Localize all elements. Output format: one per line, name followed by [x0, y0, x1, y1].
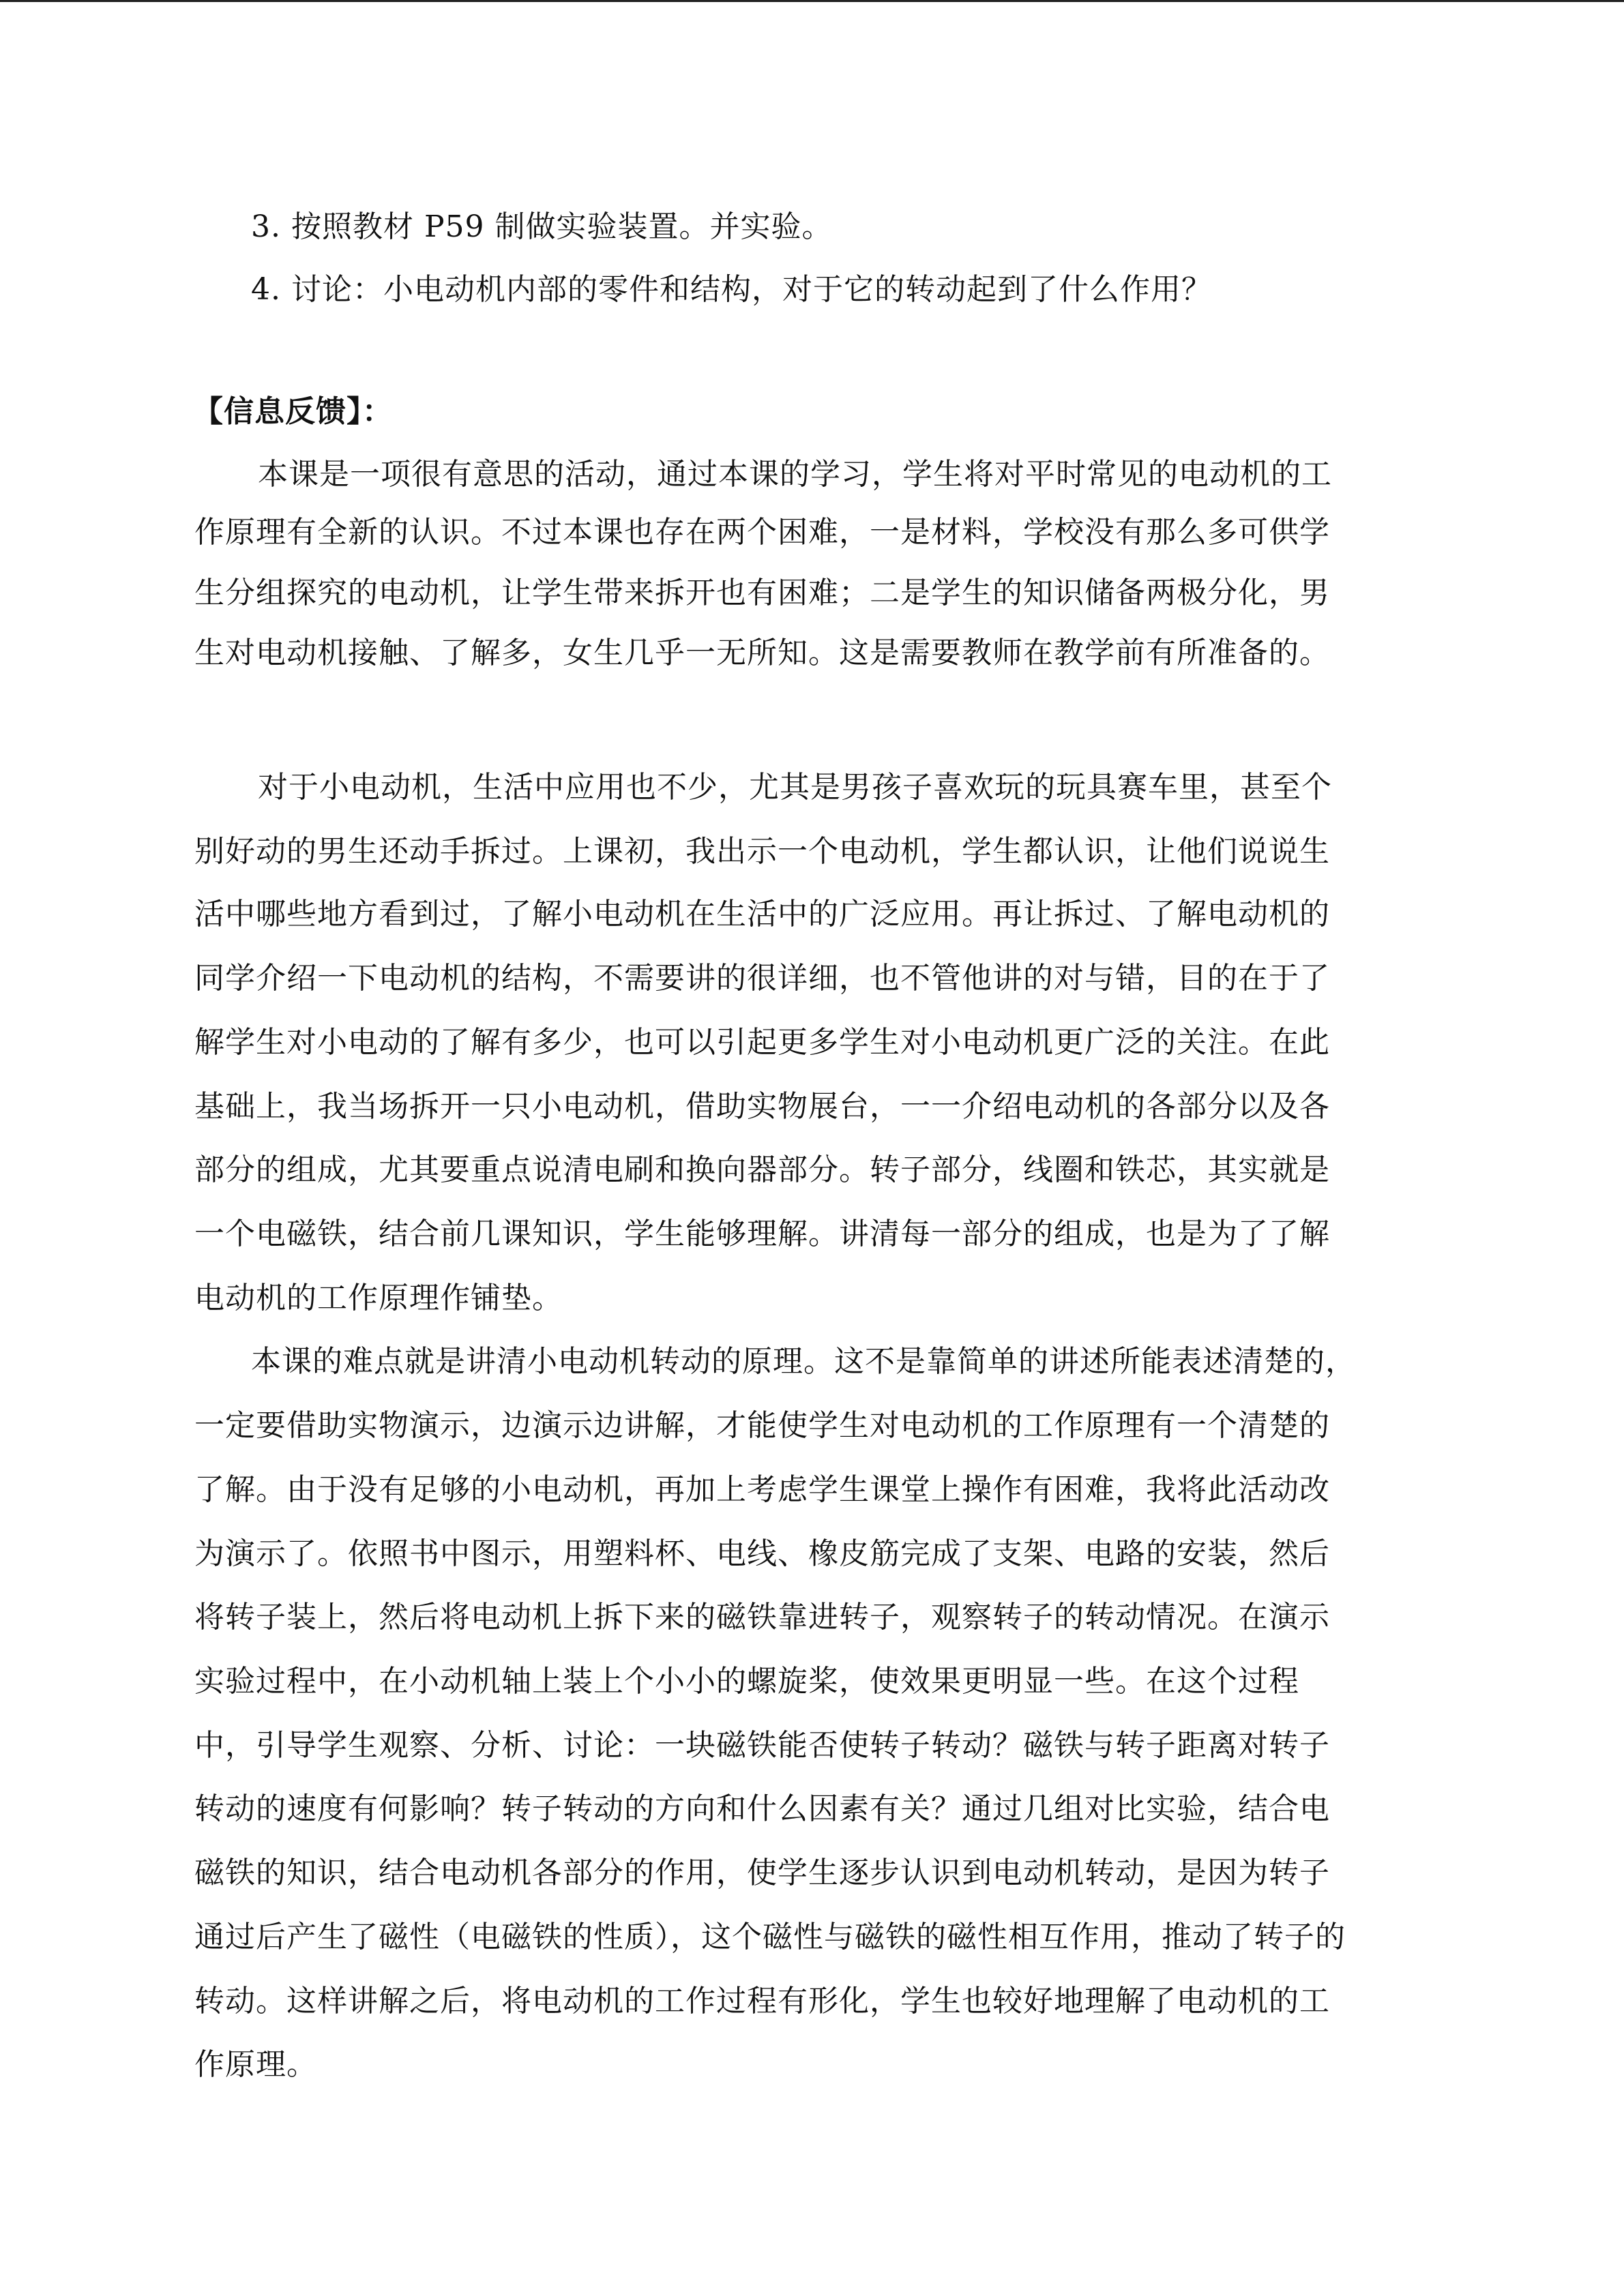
paragraph2-line: 部分的组成，尤其要重点说清电刷和换向器部分。转子部分，线圈和铁芯，其实就是: [194, 1152, 1330, 1187]
paragraph3-line: 为演示了。依照书中图示，用塑料杯、电线、橡皮筋完成了支架、电路的安装，然后: [194, 1536, 1330, 1571]
paragraph2-line: 一个电磁铁，结合前几课知识，学生能够理解。讲清每一部分的组成，也是为了了解: [194, 1217, 1330, 1251]
paragraph2-line: 电动机的工作原理作铺垫。: [194, 1281, 563, 1315]
paragraph3-line: 一定要借助实物演示，边演示边讲解，才能使学生对电动机的工作原理有一个清楚的: [194, 1408, 1330, 1443]
paragraph1-line: 作原理有全新的认识。不过本课也存在两个困难，一是材料，学校没有那么多可供学: [194, 515, 1330, 550]
paragraph3-line: 转动的速度有何影响？转子转动的方向和什么因素有关？通过几组对比实验，结合电: [194, 1791, 1330, 1826]
paragraph2-line: 同学介绍一下电动机的结构，不需要讲的很详细，也不管他讲的对与错，目的在于了: [194, 961, 1330, 996]
paragraph1-line: 生对电动机接触、了解多，女生几乎一无所知。这是需要教师在教学前有所准备的。: [194, 636, 1330, 670]
step-3: 3. 按照教材 P59 制做实验装置。并实验。: [251, 209, 833, 244]
paragraph3-line: 将转子装上，然后将电动机上拆下来的磁铁靠进转子，观察转子的转动情况。在演示: [194, 1600, 1330, 1635]
paragraph2-line: 解学生对小电动的了解有多少，也可以引起更多学生对小电动机更广泛的关注。在此: [194, 1025, 1330, 1060]
paragraph3-line: 磁铁的知识，结合电动机各部分的作用，使学生逐步认识到电动机转动，是因为转子: [194, 1855, 1330, 1890]
paragraph3-line: 实验过程中，在小动机轴上装上个小小的螺旋桨，使效果更明显一些。在这个过程: [194, 1664, 1299, 1699]
paragraph2-line: 基础上，我当场拆开一只小电动机，借助实物展台，一一介绍电动机的各部分以及各: [194, 1089, 1330, 1124]
paragraph1-line: 本课是一项很有意思的活动，通过本课的学习，学生将对平时常见的电动机的工: [258, 457, 1332, 492]
paragraph3-line: 本课的难点就是讲清小电动机转动的原理。这不是靠简单的讲述所能表述清楚的，: [251, 1344, 1356, 1379]
paragraph2-line: 对于小电动机，生活中应用也不少，尤其是男孩子喜欢玩的玩具赛车里，甚至个: [258, 770, 1332, 805]
paragraph2-line: 活中哪些地方看到过，了解小电动机在生活中的广泛应用。再让拆过、了解电动机的: [194, 897, 1330, 931]
paragraph3-line: 中，引导学生观察、分析、讨论：一块磁铁能否使转子转动？磁铁与转子距离对转子: [194, 1728, 1330, 1763]
paragraph3-line: 了解。由于没有足够的小电动机，再加上考虑学生课堂上操作有困难，我将此活动改: [194, 1472, 1330, 1507]
paragraph3-line: 作原理。: [194, 2047, 317, 2082]
section-heading: 【信息反馈】：: [193, 394, 393, 429]
paragraph2-line: 别好动的男生还动手拆过。上课初，我出示一个电动机，学生都认识，让他们说说生: [194, 834, 1330, 869]
paragraph1-line: 生分组探究的电动机，让学生带来拆开也有困难；二是学生的知识储备两极分化，男: [194, 576, 1330, 610]
paragraph3-line: 转动。这样讲解之后，将电动机的工作过程有形化，学生也较好地理解了电动机的工: [194, 1984, 1330, 2018]
step-4: 4. 讨论：小电动机内部的零件和结构，对于它的转动起到了什么作用？: [251, 272, 1212, 307]
paragraph3-line: 通过后产生了磁性（电磁铁的性质），这个磁性与磁铁的磁性相互作用，推动了转子的: [194, 1920, 1346, 1954]
